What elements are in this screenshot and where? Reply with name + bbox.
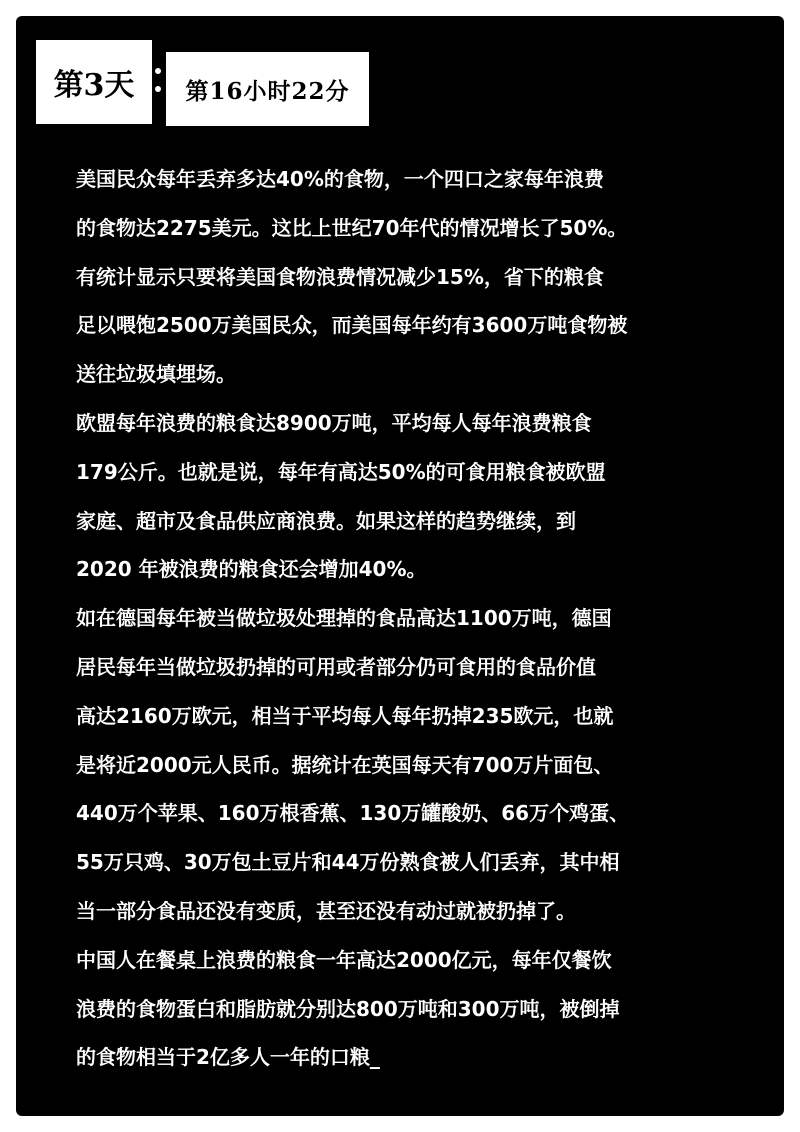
text-line: 如在德国每年被当做垃圾处理掉的食品高达1100万吨，德国 [76, 606, 612, 631]
day-label: 第3天 [53, 68, 135, 103]
colon-dot-top [155, 68, 161, 74]
black-panel [16, 16, 784, 1116]
colon-dot-bottom [155, 86, 161, 92]
text-line: 的食物相当于2亿多人一年的口粮_ [76, 1045, 380, 1070]
text-line: 高达2160万欧元，相当于平均每人每年扔掉235欧元，也就 [76, 703, 614, 728]
text-line: 179公斤。也就是说，每年有高达50%的可食用粮食被欧盟 [76, 459, 606, 484]
text-line: 美国民众每年丢弃多达40%的食物，一个四口之家每年浪费 [76, 167, 604, 191]
text-line: 的食物达2275美元。这比上世纪70年代的情况增长了50%。 [76, 215, 628, 240]
text-line: 足以喂饱2500万美国民众，而美国每年约有3600万吨食物被 [76, 313, 628, 338]
text-line: 欧盟每年浪费的粮食达8900万吨，平均每人每年浪费粮食 [76, 410, 592, 435]
text-line: 55万只鸡、30万包土豆片和44万份熟食被人们丢弃，其中相 [76, 850, 620, 875]
body-text [76, 162, 766, 1089]
time-label: 第16小时22分 [185, 77, 350, 105]
text-line: 有统计显示只要将美国食物浪费情况减少15%，省下的粮食 [76, 264, 604, 289]
text-line: 440万个苹果、160万根香蕉、130万罐酸奶、66万个鸡蛋、 [76, 801, 630, 826]
day-label-box [30, 40, 152, 124]
text-line: 家庭、超市及食品供应商浪费。如果这样的趋势继续，到 [76, 508, 576, 533]
text-line: 是将近2000元人民币。据统计在英国每天有700万片面包、 [76, 752, 614, 777]
text-line: 2020 年被浪费的粮食还会增加40%。 [76, 557, 427, 582]
time-label-box [166, 52, 369, 126]
text-line: 居民每年当做垃圾扔掉的可用或者部分仍可食用的食品价值 [76, 654, 596, 679]
text-line: 中国人在餐桌上浪费的粮食一年高达2000亿元，每年仅餐饮 [76, 947, 612, 972]
text-line: 送往垃圾填埋场。 [76, 362, 236, 387]
text-line: 浪费的食物蛋白和脂肪就分别达800万吨和300万吨，被倒掉 [76, 996, 620, 1021]
text-line: 当一部分食品还没有变质，甚至还没有动过就被扔掉了。 [76, 898, 576, 923]
colon-separator [155, 68, 161, 98]
